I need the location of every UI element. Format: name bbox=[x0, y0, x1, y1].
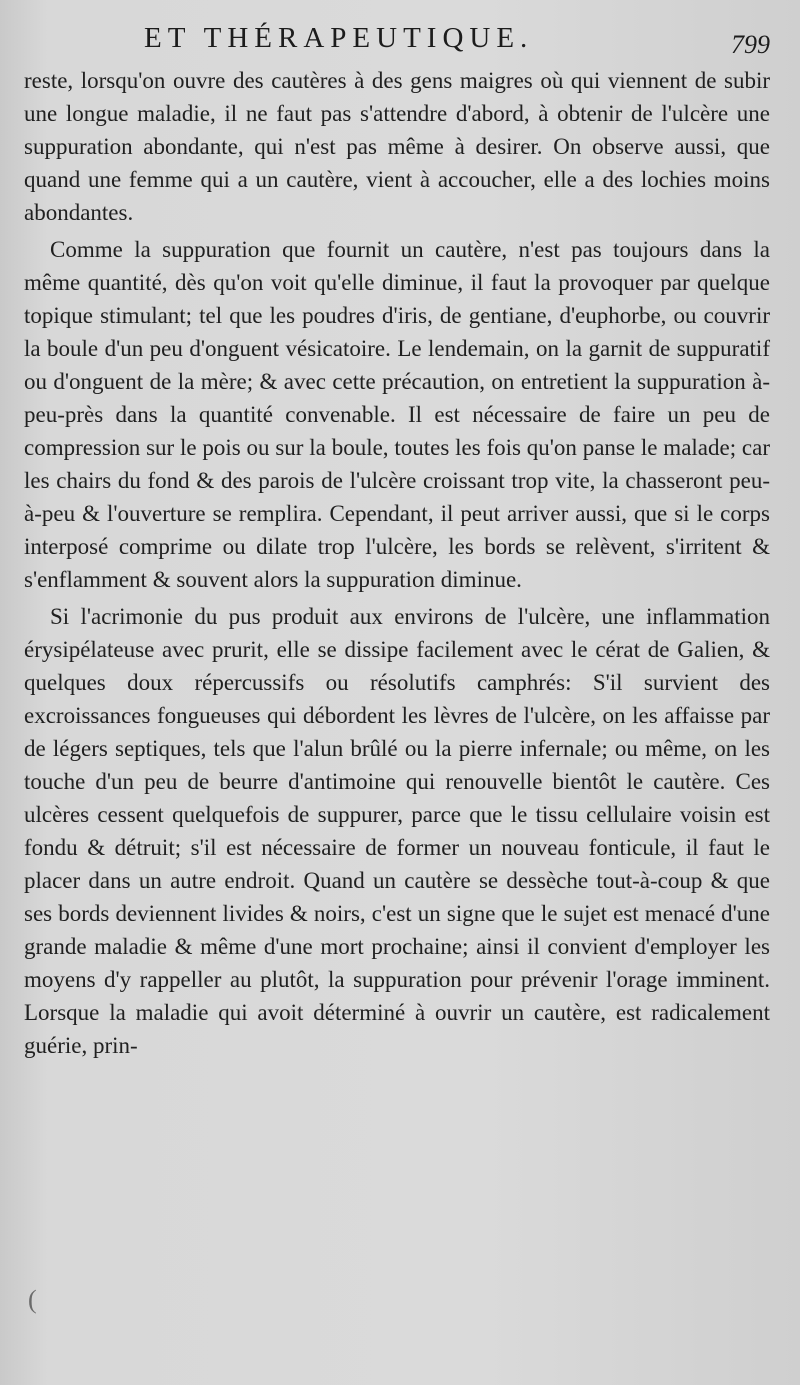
paragraph-3: Si l'acrimonie du pus produit aux environs de l'ulcère, une inflammation érysipélateuse avec prurit, elle se dissipe facilement avec le cérat de Galien, & quelques doux répercussifs ou résolutifs camphrés: S'il survient des excroissances fongueuses qui débordent les lèvres de l'ulcère, on les affaisse par de légers septiques, tels que l'alun brûlé ou la pierre infernale; ou même, on les touche d'un peu de beurre d'antimoine qui renouvelle bientôt le cautère. Ces ulcères cessent quelquefois de suppurer, parce que le tissu cellulaire voisin est fondu & détruit; s'il est nécessaire de former un nouveau fonticule, il faut le placer dans un autre endroit. Quand un cautère se dessèche tout-à-coup & que ses bords deviennent livides & noirs, c'est un signe que le sujet est menacé d'une grande maladie & même d'une mort prochaine; ainsi il convient d'employer les moyens d'y rappeller au plutôt, la suppuration pour prévenir l'orage imminent. Lorsque la maladie qui avoit déterminé à ouvrir un cautère, est radicalement guérie, prin- bbox=[24, 604, 770, 1058]
running-head: ET THÉRAPEUTIQUE. bbox=[144, 22, 534, 54]
footer-mark: ( bbox=[28, 1285, 37, 1314]
body-text bbox=[24, 64, 770, 1062]
page-header bbox=[24, 18, 770, 64]
page-number: 799 bbox=[731, 30, 770, 59]
paragraph-1: reste, lorsqu'on ouvre des cautères à des gens maigres où qui viennent de subir une longue maladie, il ne faut pas s'attendre d'abord, à obtenir de l'ulcère une suppuration abondante, qui n'est pas même à desirer. On observe aussi, que quand une femme qui a un cautère, vient à accoucher, elle a des lochies moins abondantes. bbox=[24, 68, 770, 225]
paragraph-2: Comme la suppuration que fournit un cautère, n'est pas toujours dans la même quantité, dès qu'on voit qu'elle diminue, il faut la provoquer par quelque topique stimulant; tel que les poudres d'iris, de gentiane, d'euphorbe, ou couvrir la boule d'un peu d'onguent vésicatoire. Le lendemain, on la garnit de suppuratif ou d'onguent de la mère; & avec cette précaution, on entretient la suppuration à-peu-près dans la quantité convenable. Il est nécessaire de faire un peu de compression sur le pois ou sur la boule, toutes les fois qu'on panse le malade; car les chairs du fond & des parois de l'ulcère croissant trop vite, la chasseront peu-à-peu & l'ouverture se remplira. Cependant, il peut arriver aussi, que si le corps interposé comprime ou dilate trop l'ulcère, les bords se relèvent, s'irritent & s'enflamment & souvent alors la suppuration diminue. bbox=[24, 237, 770, 592]
